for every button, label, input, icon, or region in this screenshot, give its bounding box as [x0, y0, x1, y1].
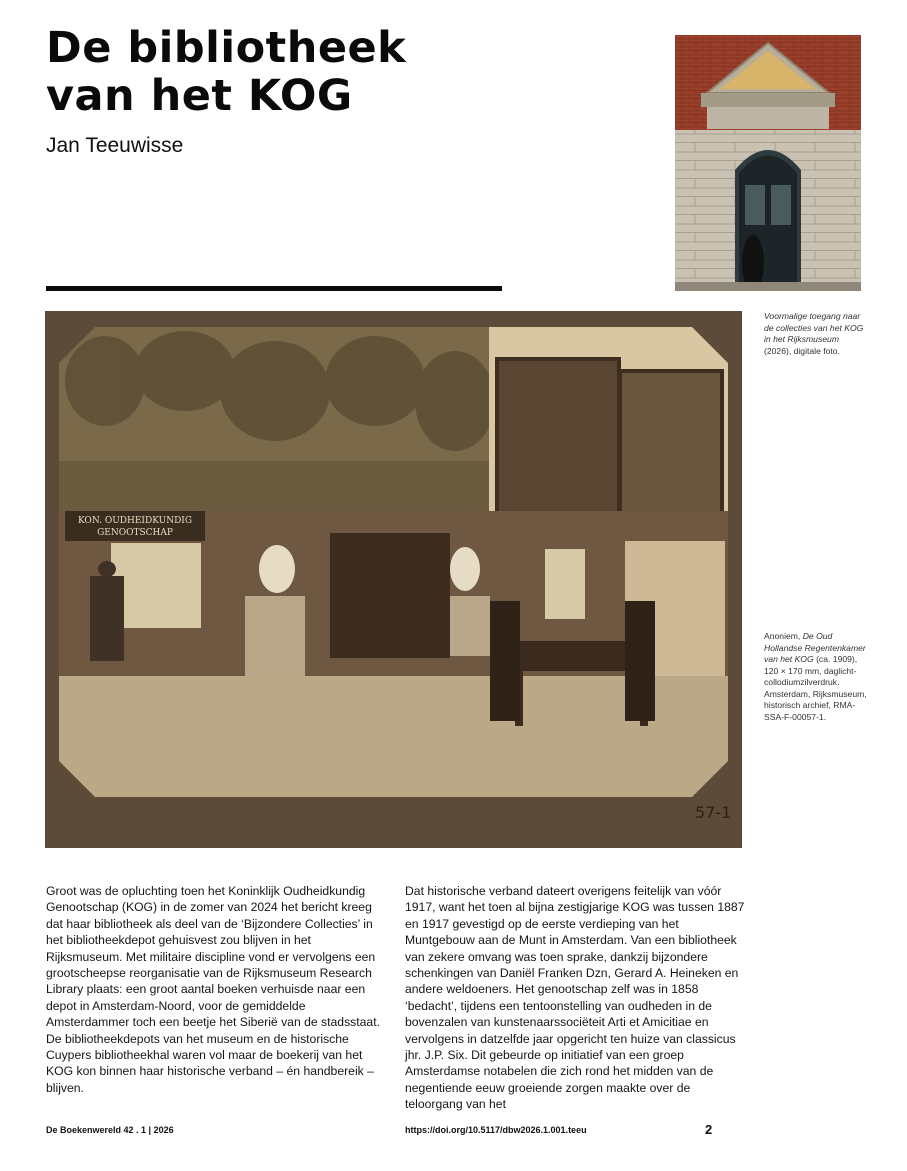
door-photo — [675, 35, 861, 291]
journal-footer: De Boekenwereld 42 . 1 | 2026 — [46, 1125, 174, 1135]
title-line-2: van het KOG — [46, 71, 353, 121]
author-name: Jan Teeuwisse — [46, 134, 184, 157]
door-caption-rest: (2026), digitale foto. — [764, 345, 840, 356]
door-caption — [764, 311, 868, 357]
door-caption-italic: Voormalige toegang naar de collecties van het KOG in het Rijksmuseum — [764, 311, 864, 344]
photo-caption — [764, 631, 868, 723]
photo-caption-prefix: Anoniem, — [764, 631, 803, 641]
body-paragraph-right: Dat historische verband dateert overigens feitelijk van vóór 1917, want het toen al bijna zestigjarige KOG was tussen 1887 en 1917 gevestigd op de eerste verdieping van het Muntgebouw aan de Munt in Amsterdam. Van een bibliotheek van zekere omvang was toen sprake, dankzij bijzondere schenkingen van Daniël Franken Dzn, Gerard A. Heineken en andere weldoeners. Het genootschap zelf was in 1858 ‘bedacht’, tijdens een tentoonstelling van oudheden in de bovenzalen van kunstenaarssociëteit Arti et Amicitiae en vervolgens in datzelfde jaar opgericht ten huize van classicus jhr. J.P. Six. Dit gebeurde op initiatief van een groep Amsterdamse notabelen die zich rond het midden van de negentiende eeuw groeiende zorgen maakte over de teloorgang van het — [405, 884, 745, 1112]
page-number: 2 — [705, 1122, 713, 1137]
title-line-1: De bibliotheek — [46, 23, 407, 73]
body-column-right — [405, 883, 745, 1113]
photo-caption-rest: (ca. 1909), 120 × 170 mm, daglicht-collodiumzilverdruk. Amsterdam, Rijksmuseum, historisch archief, RMA-SSA-F-00057-1. — [764, 654, 867, 722]
title-rule — [46, 286, 502, 291]
photo-sign-line-2: GENOOTSCHAP — [97, 528, 173, 538]
regentenkamer-photo — [45, 311, 742, 848]
photo-handwritten-number: 57-1 — [695, 803, 732, 822]
photo-sign-line-1: KON. OUDHEIDKUNDIG — [77, 516, 193, 526]
body-paragraph-left: Groot was de opluchting toen het Koninklijk Oudheidkundig Genootschap (KOG) in de zomer van 2024 het bericht kreeg dat haar bibliotheek als deel van de ‘Bijzondere Collecties’ in het bibliotheekdepot gehuisvest zou blijven in het Rijksmuseum. Met militaire discipline vond er vervolgens een grootscheepse reorganisatie van de Rijksmuseum Research Library plaats: een groot aantal boeken verhuisde naar een depot in Amsterdam-Noord, voor de gemiddelde Amsterdammer toch een beetje het Siberië van de stadsstaat. De bibliotheekdepots van het museum en de historische Cuypers bibliotheekhal waren vol maar de boekerij van het KOG kon binnen haar historische verband – én handbereik – blijven. — [46, 884, 380, 1095]
doi-link[interactable]: https://doi.org/10.5117/dbw2026.1.001.teeu — [405, 1125, 587, 1135]
article-title — [46, 24, 516, 120]
photo-caption-italic: De Oud Hollandse Regentenkamer van het KOG — [764, 631, 866, 664]
body-column-left — [46, 883, 386, 1096]
